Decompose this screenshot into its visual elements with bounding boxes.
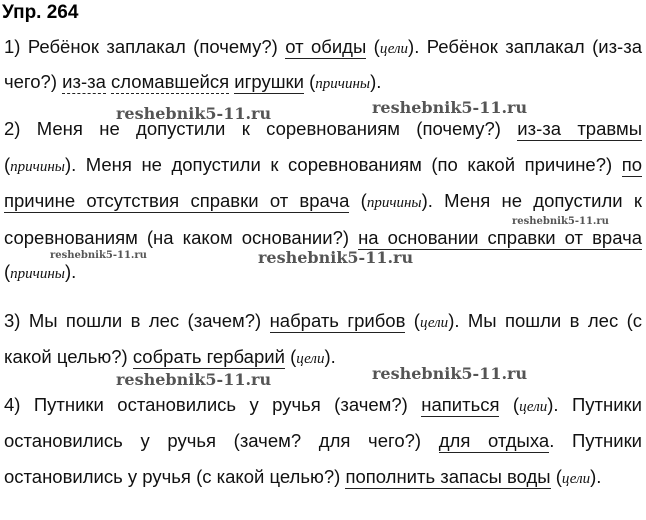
dashed-phrase: из-за — [62, 71, 106, 92]
italic-note: цели — [379, 41, 409, 57]
watermark: reshebnik5-11.ru — [50, 250, 147, 261]
text: ). Путники — [547, 394, 642, 415]
text: ( — [349, 190, 367, 211]
text: ( — [499, 394, 520, 415]
watermark: reshebnik5-11.ru — [372, 364, 528, 383]
italic-note: цели — [561, 471, 591, 487]
p4-line2 — [4, 430, 642, 452]
p2-line2 — [4, 154, 642, 178]
text: 3) Мы пошли в лес (зачем?) — [4, 310, 270, 331]
text: ). — [590, 466, 602, 487]
text: ( — [405, 310, 420, 331]
italic-note: цели — [519, 399, 548, 415]
underlined-phrase: набрать грибов — [269, 310, 406, 331]
italic-note: цели — [296, 351, 325, 367]
italic-note: причины — [10, 266, 65, 282]
watermark: reshebnik5-11.ru — [512, 216, 609, 227]
text: ( — [550, 466, 562, 487]
text: 1) Ребёнок заплакал (почему?) — [4, 36, 286, 57]
italic-note: цели — [419, 315, 449, 331]
italic-note: причины — [10, 159, 65, 175]
watermark: reshebnik5-11.ru — [258, 248, 414, 267]
p1-line2 — [4, 71, 381, 95]
underlined-phrase: собрать гербарий — [132, 346, 285, 367]
text: чего?) — [4, 71, 63, 92]
text: ). — [324, 346, 336, 367]
p3-line1 — [4, 310, 642, 334]
text: остановились у ручья (зачем? для чего?) — [4, 430, 439, 451]
text: ( — [284, 346, 297, 367]
dashed-phrase: сломавшейся — [111, 71, 230, 92]
text: ). — [370, 71, 382, 92]
p1-line1 — [4, 36, 642, 60]
p2-line4 — [4, 227, 642, 249]
italic-note: причины — [366, 195, 422, 211]
exercise-title: Упр. 264 — [2, 2, 79, 23]
text: какой целью?) — [4, 346, 133, 367]
text: 2) Меня не допустили к соревнованиям (почему?) — [4, 118, 518, 139]
p3-line2 — [4, 346, 336, 370]
underlined-phrase: напиться — [421, 394, 500, 415]
text: ). Меня не допустили к — [421, 190, 642, 211]
text: соревнованиям (на каком основании?) — [4, 227, 359, 248]
text: ( — [4, 154, 11, 175]
italic-note: причины — [315, 76, 371, 92]
text: ( — [4, 261, 11, 282]
text: ). Меня не допустили к соревнованиям (по какой причине?) — [64, 154, 622, 175]
p4-line3 — [4, 466, 601, 490]
watermark: reshebnik5-11.ru — [116, 104, 272, 123]
underlined-phrase: игрушки — [234, 71, 304, 92]
p2-line3 — [4, 190, 642, 214]
underlined-phrase: из-за травмы — [517, 118, 643, 139]
underlined-phrase: причине отсутствия справки от врача — [4, 190, 350, 211]
underlined-phrase: пополнить запасы воды — [345, 466, 551, 487]
watermark: reshebnik5-11.ru — [372, 98, 528, 117]
p2-line1 — [4, 118, 642, 140]
text: ). — [64, 261, 77, 282]
underlined-phrase: для отдыха — [438, 430, 550, 451]
text: остановились у ручья (с какой целью?) — [4, 466, 346, 487]
text: ( — [366, 36, 380, 57]
p2-line5 — [4, 261, 76, 285]
underlined-phrase: на основании справки от врача — [358, 227, 642, 248]
underlined-phrase: от обиды — [285, 36, 367, 57]
text: ( — [303, 71, 316, 92]
text: 4) Путники остановились у ручья (зачем?) — [4, 394, 422, 415]
underlined-phrase: по — [621, 154, 642, 175]
text: ). Ребёнок заплакал (из-за — [408, 36, 642, 57]
watermark: reshebnik5-11.ru — [116, 370, 272, 389]
text: ). Мы пошли в лес (с — [448, 310, 642, 331]
p4-line1 — [4, 394, 642, 418]
text: . Путники — [549, 430, 642, 451]
